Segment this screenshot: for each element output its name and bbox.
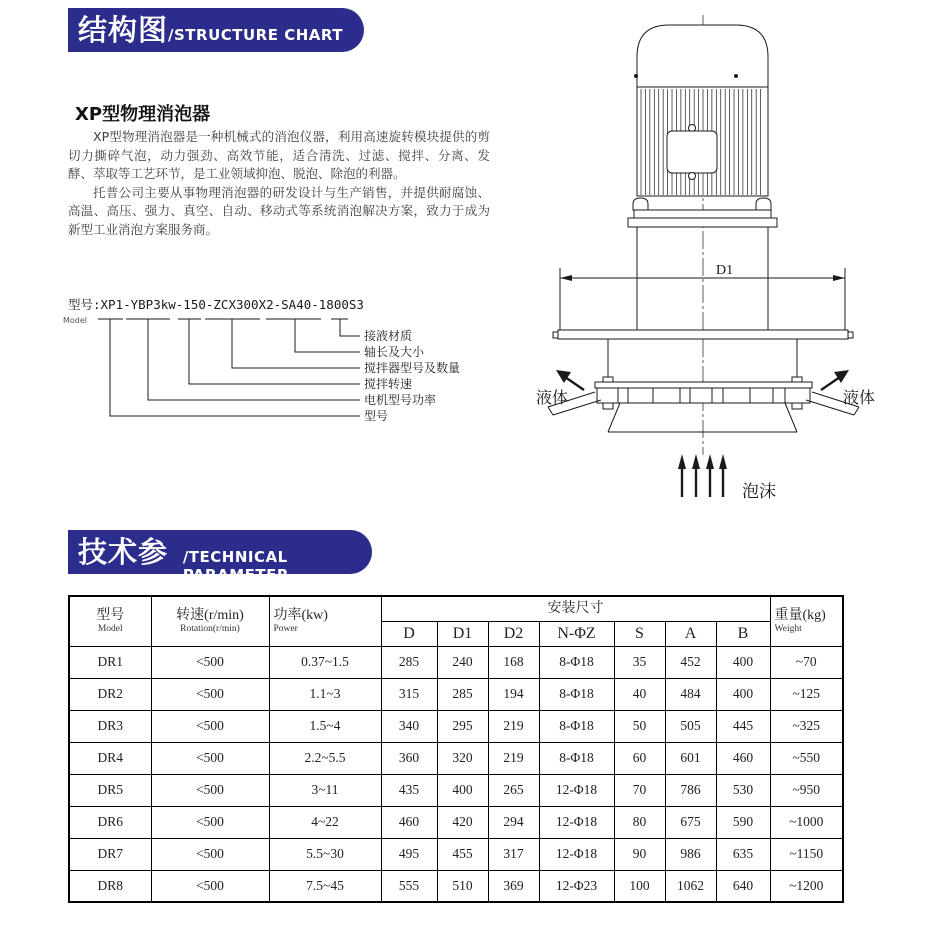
cell-b: 460 [716,742,770,774]
legend-label-motor-power: 电机型号功率 [364,393,437,407]
col-header-nz: N-ΦZ [539,621,614,646]
cell-model: DR4 [69,742,151,774]
cell-a: 505 [665,710,716,742]
cell-d1: 295 [437,710,488,742]
cell-weight: ~1150 [770,838,843,870]
cell-d1: 510 [437,870,488,902]
cell-nz: 8-Φ18 [539,742,614,774]
cell-power: 4~22 [269,806,381,838]
cell-d2: 168 [488,646,539,678]
col-header-power [269,596,381,646]
col-header-model-cn: 型号 [96,607,125,623]
table-row [69,742,843,774]
cell-d2: 265 [488,774,539,806]
legend-label-shaft-size: 轴长及大小 [364,345,425,359]
cell-model: DR5 [69,774,151,806]
foam-arrows [678,454,776,502]
dimension-d1-label: D1 [716,263,734,278]
cell-power: 1.1~3 [269,678,381,710]
cell-a: 452 [665,646,716,678]
cell-b: 445 [716,710,770,742]
cell-power: 7.5~45 [269,870,381,902]
cell-rotation: <500 [151,742,269,774]
table-row [69,646,843,678]
cell-d: 460 [381,806,437,838]
cell-rotation: <500 [151,838,269,870]
cell-d2: 317 [488,838,539,870]
cell-s: 90 [614,838,665,870]
col-header-d: D [381,621,437,646]
cell-s: 35 [614,646,665,678]
cell-a: 484 [665,678,716,710]
cell-s: 50 [614,710,665,742]
structure-banner-title-cn: 结构图 [78,13,169,47]
cell-power: 1.5~4 [269,710,381,742]
cell-d1: 420 [437,806,488,838]
header-row-1 [69,596,843,621]
table-row [69,806,843,838]
cell-weight: ~70 [770,646,843,678]
cell-model: DR2 [69,678,151,710]
cell-weight: ~550 [770,742,843,774]
cell-b: 640 [716,870,770,902]
cell-power: 5.5~30 [269,838,381,870]
cell-rotation: <500 [151,774,269,806]
col-header-rotation-cn: 转速(r/min) [176,607,244,623]
cell-rotation: <500 [151,870,269,902]
cell-power: 0.37~1.5 [269,646,381,678]
cell-b: 635 [716,838,770,870]
cell-d1: 400 [437,774,488,806]
cell-nz: 12-Φ18 [539,806,614,838]
cell-model: DR1 [69,646,151,678]
cell-weight: ~125 [770,678,843,710]
col-header-install-cn: 安装尺寸 [547,600,604,616]
cell-d1: 285 [437,678,488,710]
col-header-d2: D2 [488,621,539,646]
col-header-power-cn: 功率(kw) [273,607,328,623]
table-row [69,838,843,870]
cell-d: 435 [381,774,437,806]
intro-paragraph-1: XP型物理消泡器是一种机械式的消泡仪器，利用高速旋转模块提供的剪切力撕碎气泡，动力强劲、高效节能，适合清洗、过滤、搅拌、分离、发酵、萃取等工艺环节，是工业领域抑泡、脱泡、除泡的利器。 [68,129,490,181]
col-header-b: B [716,621,770,646]
cell-power: 3~11 [269,774,381,806]
technical-banner-title-en: /TECHNICAL PARAMETER [182,548,289,584]
cell-d: 495 [381,838,437,870]
structure-banner-title-en: /STRUCTURE CHART [168,26,343,44]
structure-chart-banner [68,8,364,52]
foam-label: 泡沫 [742,482,776,502]
cell-d: 340 [381,710,437,742]
cell-b: 400 [716,678,770,710]
model-code-legend [58,290,488,440]
table-row [69,710,843,742]
cell-d1: 455 [437,838,488,870]
cell-rotation: <500 [151,806,269,838]
cell-a: 601 [665,742,716,774]
cell-nz: 8-Φ18 [539,678,614,710]
cell-d2: 219 [488,742,539,774]
table-row [69,678,843,710]
cell-weight: ~1000 [770,806,843,838]
cell-s: 60 [614,742,665,774]
structure-diagram [520,10,940,510]
technical-banner-title-cn: 技术参数 [78,535,169,613]
cell-s: 80 [614,806,665,838]
cell-d1: 320 [437,742,488,774]
cell-d2: 219 [488,710,539,742]
cell-d: 360 [381,742,437,774]
table-row [69,774,843,806]
legend-label-model: 型号 [364,409,389,423]
cell-a: 1062 [665,870,716,902]
dimension-d1 [560,263,845,332]
cell-b: 400 [716,646,770,678]
cell-rotation: <500 [151,678,269,710]
legend-label-liquid-material: 接液材质 [364,329,413,343]
cell-d2: 294 [488,806,539,838]
cell-weight: ~325 [770,710,843,742]
col-header-a: A [665,621,716,646]
technical-parameter-table [68,595,844,903]
cell-nz: 12-Φ18 [539,774,614,806]
cell-weight: ~1200 [770,870,843,902]
cell-model: DR7 [69,838,151,870]
cell-d2: 194 [488,678,539,710]
cell-rotation: <500 [151,710,269,742]
col-header-install-size [381,596,770,621]
technical-parameter-banner [68,530,372,613]
liquid-label-left: 液体 [536,388,569,407]
col-header-weight [770,596,843,646]
col-header-power-en: Power [273,623,298,634]
legend-label-agitator-model: 搅拌器型号及数量 [364,361,461,375]
cell-a: 986 [665,838,716,870]
model-code: 型号:XP1-YBP3kw-150-ZCX300X2-SA40-1800S3 [68,297,364,312]
impeller-disc [548,377,859,415]
cell-a: 786 [665,774,716,806]
cell-model: DR3 [69,710,151,742]
col-header-model-en: Model [97,623,123,634]
col-header-rotation-en: Rotation(r/min) [180,623,240,634]
cell-model: DR8 [69,870,151,902]
legend-lines [98,319,360,416]
cell-d: 555 [381,870,437,902]
cell-nz: 8-Φ18 [539,710,614,742]
col-header-d1: D1 [437,621,488,646]
col-header-weight-en: Weight [774,623,802,634]
cell-nz: 12-Φ23 [539,870,614,902]
cell-d1: 240 [437,646,488,678]
cell-model: DR6 [69,806,151,838]
col-header-rotation [151,596,269,646]
col-header-s: S [614,621,665,646]
cell-d: 315 [381,678,437,710]
intro-paragraph-2: 托普公司主要从事物理消泡器的研发设计与生产销售，并提供耐腐蚀、高温、高压、强力、真空、自动、移动式等系统消泡解决方案，致力于成为新型工业消泡方案服务商。 [68,184,490,237]
table-row [69,870,843,902]
cell-weight: ~950 [770,774,843,806]
liquid-label-right: 液体 [843,388,876,407]
cell-s: 70 [614,774,665,806]
cell-a: 675 [665,806,716,838]
cell-nz: 12-Φ18 [539,838,614,870]
col-header-weight-cn: 重量(kg) [774,607,826,623]
intro-text [68,128,490,239]
cell-b: 530 [716,774,770,806]
cell-nz: 8-Φ18 [539,646,614,678]
model-code-sub: Model [63,316,88,325]
motor-drawing [628,25,777,330]
legend-label-rotation-speed: 搅拌转速 [364,377,413,391]
product-title: XP型物理消泡器 [75,104,211,125]
cell-s: 40 [614,678,665,710]
col-header-model [69,596,151,646]
cell-d: 285 [381,646,437,678]
cell-d2: 369 [488,870,539,902]
cell-rotation: <500 [151,646,269,678]
suction-cone [608,403,797,432]
cell-power: 2.2~5.5 [269,742,381,774]
cell-b: 590 [716,806,770,838]
cell-s: 100 [614,870,665,902]
